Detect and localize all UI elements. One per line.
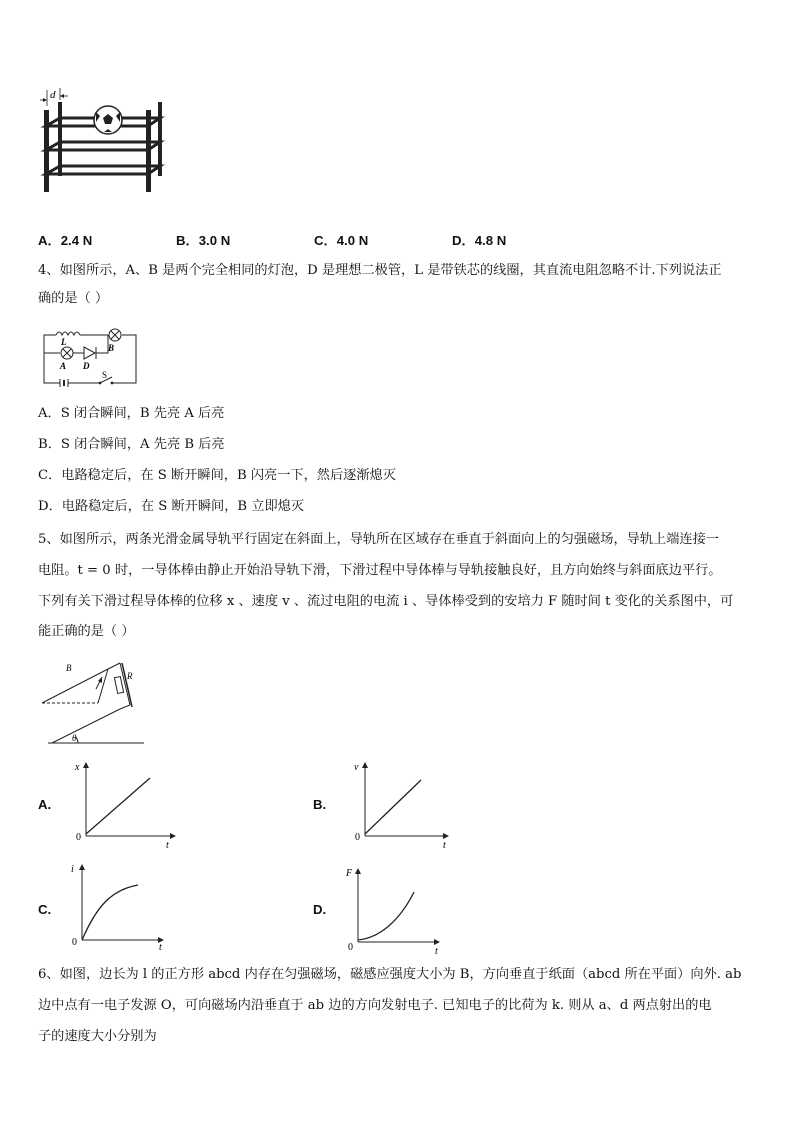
svg-text:0: 0	[355, 832, 360, 843]
label-theta: θ	[72, 733, 77, 743]
q6-stem-line-2: 边中点有一电子发源 O，可向磁场内沿垂直于 ab 边的方向发射电子. 已知电子的比荷为 k. 则从 a、d 两点射出的电	[38, 998, 712, 1013]
label-D: D	[83, 361, 90, 371]
q3-option-d: D．4.8 N	[452, 233, 507, 248]
svg-text:x: x	[75, 762, 80, 773]
svg-text:0: 0	[76, 832, 81, 843]
label-L: L	[61, 337, 67, 347]
q6-stem-line-1: 6、如图，边长为 l 的正方形 abcd 内存在匀强磁场，磁感应强度大小为 B，方向垂直于纸面（abcd 所在平面）向外. ab	[38, 967, 742, 982]
label-S: S	[102, 370, 108, 380]
q4-option-d: D．电路稳定后，在 S 断开瞬间，B 立即熄灭	[38, 499, 305, 514]
q5-stem-line-4: 能正确的是（ ）	[38, 624, 135, 639]
svg-text:t: t	[159, 942, 162, 953]
q3-option-c: C．4.0 N	[314, 233, 369, 248]
graph-F-vs-t	[340, 862, 450, 957]
q5-graph-a-letter: A.	[38, 797, 52, 812]
graph-v-vs-t	[345, 760, 455, 850]
q3-option-b: B．3.0 N	[176, 233, 231, 248]
label-d: d	[50, 89, 56, 101]
graph-x-vs-t	[70, 760, 180, 850]
label-R: R	[127, 671, 133, 681]
graph-i-vs-t	[66, 858, 176, 953]
incline-rails-figure	[38, 655, 148, 747]
q4-stem-line-2: 确的是（ ）	[38, 291, 109, 306]
q5-stem-line-1: 5、如图所示，两条光滑金属导轨平行固定在斜面上，导轨所在区域存在垂直于斜面向上的匀强磁场，导轨上端连接一	[38, 532, 719, 547]
q5-stem-line-3: 下列有关下滑过程导体棒的位移 x 、速度 v 、流过电阻的电流 i 、导体棒受到的安培力 F 随时间 t 变化的关系图中，可	[38, 594, 734, 609]
shelf-figure	[38, 86, 168, 196]
q4-stem-line-1: 4、如图所示，A、B 是两个完全相同的灯泡，D 是理想二极管，L 是带铁芯的线圈，其直流电阻忽略不计.下列说法正	[38, 263, 722, 278]
svg-text:t: t	[435, 946, 438, 957]
svg-text:F: F	[346, 868, 353, 879]
q6-stem-line-3: 子的速度大小分别为	[38, 1029, 157, 1044]
svg-text:t: t	[166, 840, 169, 850]
q5-graph-c-letter: C.	[38, 902, 52, 917]
q3-option-a: A．2.4 N	[38, 233, 93, 248]
svg-text:0: 0	[72, 937, 77, 948]
svg-text:v: v	[354, 762, 359, 773]
q4-option-c: C．电路稳定后，在 S 断开瞬间，B 闪亮一下，然后逐渐熄灭	[38, 468, 396, 483]
q4-option-b: B．S 闭合瞬间，A 先亮 B 后亮	[38, 437, 225, 452]
svg-text:t: t	[443, 840, 446, 850]
soccer-ball-icon	[94, 106, 122, 134]
label-B: B	[108, 343, 115, 353]
q5-graph-b-letter: B.	[313, 797, 327, 812]
q5-stem-line-2: 电阻。t = 0 时，一导体棒由静止开始沿导轨下滑，下滑过程中导体棒与导轨接触良好，且方向始终与斜面底边平行。	[38, 563, 722, 578]
label-A: A	[60, 361, 67, 371]
q5-graph-d-letter: D.	[313, 902, 327, 917]
svg-text:i: i	[71, 864, 74, 875]
q4-option-a: A．S 闭合瞬间，B 先亮 A 后亮	[38, 406, 225, 421]
svg-text:0: 0	[348, 942, 353, 953]
label-B-field: B	[66, 663, 72, 673]
circuit-diagram	[38, 325, 143, 387]
